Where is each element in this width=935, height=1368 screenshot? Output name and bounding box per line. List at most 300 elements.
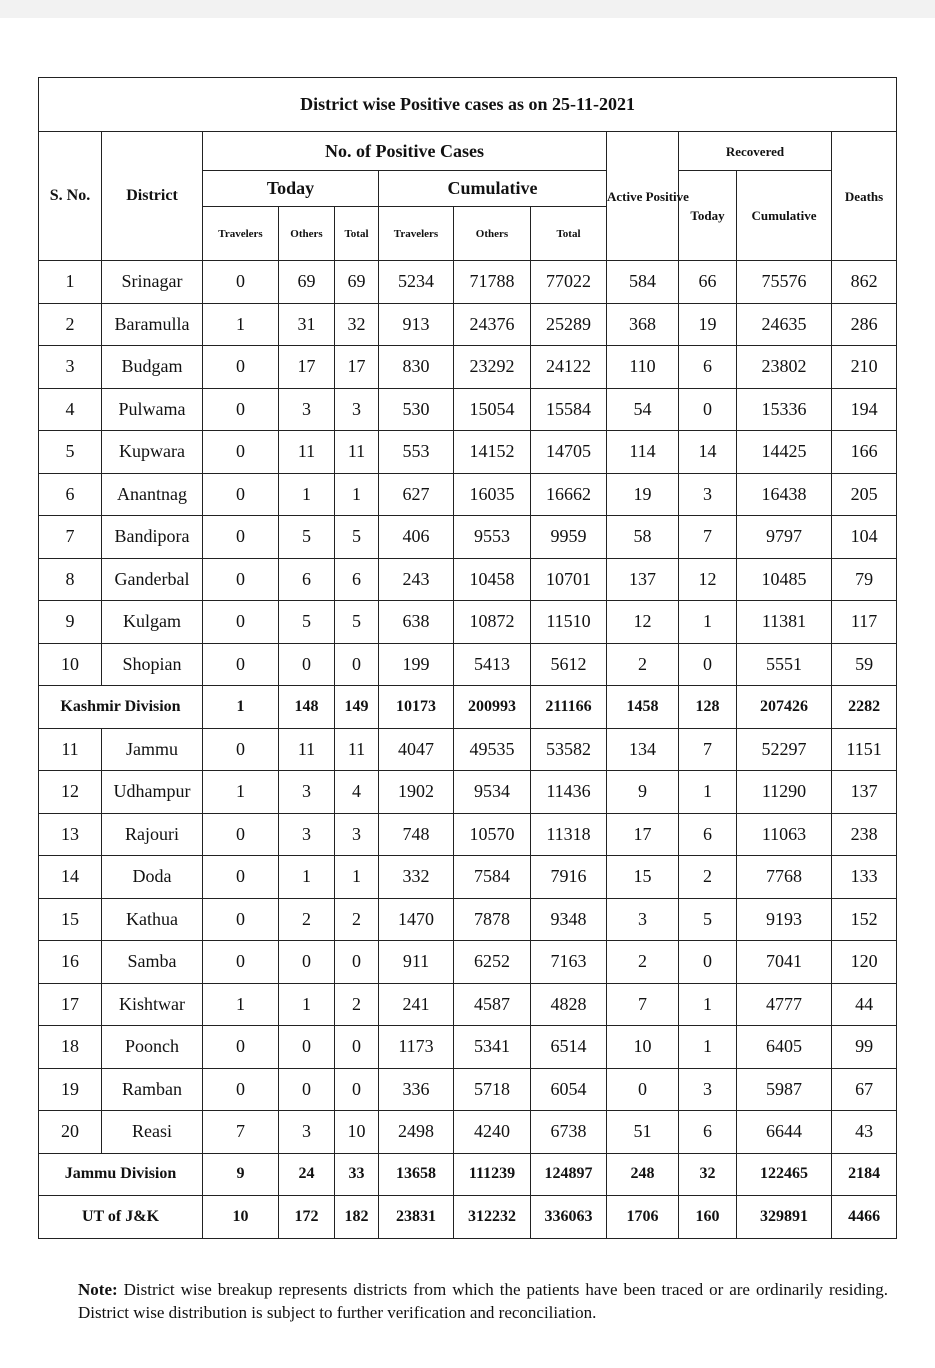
cell-cum-total: 9959 <box>531 516 607 559</box>
summary-row <box>39 1153 897 1196</box>
cell-today-others: 0 <box>279 1068 335 1111</box>
cell-deaths: 2184 <box>832 1153 897 1196</box>
cell-cum-total: 11436 <box>531 771 607 814</box>
cell-today-others: 0 <box>279 941 335 984</box>
cell-today-travelers: 0 <box>203 856 279 899</box>
cell-today-others: 17 <box>279 346 335 389</box>
cell-recovered-cumulative: 4777 <box>737 983 832 1026</box>
cell-today-total: 17 <box>335 346 379 389</box>
cell-cum-others: 71788 <box>454 261 531 304</box>
cell-today-others: 6 <box>279 558 335 601</box>
cell-recovered-today: 6 <box>679 346 737 389</box>
cell-today-others: 3 <box>279 813 335 856</box>
cell-district: Pulwama <box>102 388 203 431</box>
cell-recovered-today: 1 <box>679 983 737 1026</box>
header-today-total: Total <box>335 207 379 261</box>
cell-active: 19 <box>607 473 679 516</box>
cell-active: 368 <box>607 303 679 346</box>
cell-cum-travelers: 199 <box>379 643 454 686</box>
cell-cum-total: 77022 <box>531 261 607 304</box>
cell-cum-others: 16035 <box>454 473 531 516</box>
cell-today-travelers: 0 <box>203 261 279 304</box>
cell-today-others: 11 <box>279 431 335 474</box>
cell-recovered-today: 3 <box>679 473 737 516</box>
table-row <box>39 601 897 644</box>
cell-today-others: 2 <box>279 898 335 941</box>
cell-today-total: 10 <box>335 1111 379 1154</box>
cell-today-travelers: 0 <box>203 898 279 941</box>
cell-recovered-cumulative: 6405 <box>737 1026 832 1069</box>
cell-sno: 5 <box>39 431 102 474</box>
cell-active: 10 <box>607 1026 679 1069</box>
cell-recovered-cumulative: 10485 <box>737 558 832 601</box>
cell-cum-others: 4240 <box>454 1111 531 1154</box>
header-cum-others: Others <box>454 207 531 261</box>
table-row <box>39 813 897 856</box>
table-row <box>39 473 897 516</box>
cell-cum-travelers: 1173 <box>379 1026 454 1069</box>
cell-district: Shopian <box>102 643 203 686</box>
cell-today-travelers: 1 <box>203 771 279 814</box>
cell-active: 248 <box>607 1153 679 1196</box>
summary-label: Jammu Division <box>39 1153 203 1196</box>
cell-cum-travelers: 336 <box>379 1068 454 1111</box>
cell-cum-travelers: 2498 <box>379 1111 454 1154</box>
cell-cum-total: 6054 <box>531 1068 607 1111</box>
cell-district: Kishtwar <box>102 983 203 1026</box>
cell-today-total: 69 <box>335 261 379 304</box>
cell-sno: 10 <box>39 643 102 686</box>
cell-cum-travelers: 1902 <box>379 771 454 814</box>
cell-today-total: 2 <box>335 983 379 1026</box>
cell-cum-total: 4828 <box>531 983 607 1026</box>
cell-sno: 6 <box>39 473 102 516</box>
cell-deaths: 44 <box>832 983 897 1026</box>
table-row <box>39 1026 897 1069</box>
cell-deaths: 43 <box>832 1111 897 1154</box>
cell-cum-total: 14705 <box>531 431 607 474</box>
cell-deaths: 104 <box>832 516 897 559</box>
cell-recovered-today: 0 <box>679 941 737 984</box>
cell-active: 584 <box>607 261 679 304</box>
cell-recovered-today: 0 <box>679 643 737 686</box>
cell-active: 2 <box>607 941 679 984</box>
cell-district: Budgam <box>102 346 203 389</box>
table-row <box>39 643 897 686</box>
cell-today-total: 5 <box>335 516 379 559</box>
cell-today-travelers: 7 <box>203 1111 279 1154</box>
cell-cum-travelers: 4047 <box>379 728 454 771</box>
cell-cum-others: 200993 <box>454 686 531 729</box>
cell-active: 1458 <box>607 686 679 729</box>
cell-recovered-cumulative: 329891 <box>737 1196 832 1239</box>
cell-district: Doda <box>102 856 203 899</box>
cell-deaths: 59 <box>832 643 897 686</box>
cell-cum-others: 7584 <box>454 856 531 899</box>
cell-active: 2 <box>607 643 679 686</box>
cell-district: Srinagar <box>102 261 203 304</box>
district-cases-table <box>38 77 897 1239</box>
cell-cum-total: 124897 <box>531 1153 607 1196</box>
cell-active: 12 <box>607 601 679 644</box>
cell-active: 58 <box>607 516 679 559</box>
cell-deaths: 1151 <box>832 728 897 771</box>
cell-cum-others: 7878 <box>454 898 531 941</box>
cell-recovered-cumulative: 15336 <box>737 388 832 431</box>
cell-today-travelers: 0 <box>203 473 279 516</box>
cell-cum-travelers: 10173 <box>379 686 454 729</box>
header-active-positive-label: Active Positive <box>607 188 689 204</box>
table-body <box>39 261 897 1239</box>
cell-today-travelers: 0 <box>203 346 279 389</box>
cell-today-others: 5 <box>279 516 335 559</box>
cell-today-total: 0 <box>335 643 379 686</box>
table-row <box>39 516 897 559</box>
cell-cum-others: 5718 <box>454 1068 531 1111</box>
cell-today-others: 31 <box>279 303 335 346</box>
cell-recovered-cumulative: 11290 <box>737 771 832 814</box>
cell-cum-total: 7916 <box>531 856 607 899</box>
cell-today-total: 33 <box>335 1153 379 1196</box>
cell-today-total: 1 <box>335 473 379 516</box>
cell-recovered-cumulative: 207426 <box>737 686 832 729</box>
cell-cum-total: 53582 <box>531 728 607 771</box>
table-row <box>39 728 897 771</box>
cell-recovered-cumulative: 122465 <box>737 1153 832 1196</box>
cell-deaths: 4466 <box>832 1196 897 1239</box>
cell-today-total: 2 <box>335 898 379 941</box>
cell-cum-total: 24122 <box>531 346 607 389</box>
cell-recovered-today: 66 <box>679 261 737 304</box>
cell-deaths: 286 <box>832 303 897 346</box>
table-title: District wise Positive cases as on 25-11-2021 <box>39 78 897 132</box>
cell-recovered-cumulative: 9193 <box>737 898 832 941</box>
cell-cum-travelers: 13658 <box>379 1153 454 1196</box>
cell-today-travelers: 0 <box>203 728 279 771</box>
cell-cum-others: 10872 <box>454 601 531 644</box>
cell-cum-travelers: 1470 <box>379 898 454 941</box>
table-header <box>39 78 897 261</box>
cell-today-others: 0 <box>279 1026 335 1069</box>
cell-sno: 3 <box>39 346 102 389</box>
cell-sno: 11 <box>39 728 102 771</box>
cell-cum-travelers: 638 <box>379 601 454 644</box>
cell-recovered-cumulative: 23802 <box>737 346 832 389</box>
cell-today-travelers: 0 <box>203 388 279 431</box>
cell-deaths: 133 <box>832 856 897 899</box>
cell-cum-total: 5612 <box>531 643 607 686</box>
cell-active: 110 <box>607 346 679 389</box>
cell-sno: 12 <box>39 771 102 814</box>
cell-active: 114 <box>607 431 679 474</box>
cell-deaths: 120 <box>832 941 897 984</box>
cell-deaths: 137 <box>832 771 897 814</box>
cell-district: Jammu <box>102 728 203 771</box>
cell-recovered-today: 32 <box>679 1153 737 1196</box>
cell-today-others: 1 <box>279 983 335 1026</box>
table-row <box>39 346 897 389</box>
cell-district: Rajouri <box>102 813 203 856</box>
cell-district: Poonch <box>102 1026 203 1069</box>
cell-cum-others: 49535 <box>454 728 531 771</box>
cell-cum-others: 9553 <box>454 516 531 559</box>
cell-recovered-cumulative: 11381 <box>737 601 832 644</box>
cell-today-travelers: 1 <box>203 303 279 346</box>
cell-district: Anantnag <box>102 473 203 516</box>
cell-cum-total: 11510 <box>531 601 607 644</box>
cell-today-travelers: 1 <box>203 983 279 1026</box>
cell-cum-total: 10701 <box>531 558 607 601</box>
cell-today-others: 5 <box>279 601 335 644</box>
table-row <box>39 303 897 346</box>
cell-recovered-cumulative: 7768 <box>737 856 832 899</box>
header-sno: S. No. <box>39 132 102 261</box>
cell-district: Ganderbal <box>102 558 203 601</box>
footnote-text: District wise breakup represents districts from which the patients have been traced or are ordinarily residing. District wise distribution is subject to further verification and reconciliation. <box>78 1280 888 1322</box>
cell-today-total: 0 <box>335 1068 379 1111</box>
cell-today-total: 3 <box>335 388 379 431</box>
cell-cum-others: 5413 <box>454 643 531 686</box>
cell-recovered-today: 128 <box>679 686 737 729</box>
cell-deaths: 67 <box>832 1068 897 1111</box>
cell-today-travelers: 0 <box>203 558 279 601</box>
cell-district: Kulgam <box>102 601 203 644</box>
cell-active: 51 <box>607 1111 679 1154</box>
cell-cum-others: 312232 <box>454 1196 531 1239</box>
cell-cum-travelers: 332 <box>379 856 454 899</box>
cell-cum-total: 25289 <box>531 303 607 346</box>
cell-today-travelers: 0 <box>203 643 279 686</box>
cell-deaths: 238 <box>832 813 897 856</box>
cell-active: 134 <box>607 728 679 771</box>
cell-cum-others: 9534 <box>454 771 531 814</box>
cell-cum-travelers: 406 <box>379 516 454 559</box>
cell-deaths: 205 <box>832 473 897 516</box>
cell-cum-travelers: 243 <box>379 558 454 601</box>
cell-cum-others: 6252 <box>454 941 531 984</box>
summary-label: Kashmir Division <box>39 686 203 729</box>
cell-cum-total: 15584 <box>531 388 607 431</box>
cell-sno: 13 <box>39 813 102 856</box>
cell-today-others: 3 <box>279 771 335 814</box>
cell-sno: 9 <box>39 601 102 644</box>
cell-recovered-today: 3 <box>679 1068 737 1111</box>
table-row <box>39 941 897 984</box>
header-recovered-today: Today <box>679 171 737 261</box>
cell-cum-total: 211166 <box>531 686 607 729</box>
cell-district: Kathua <box>102 898 203 941</box>
cell-recovered-cumulative: 14425 <box>737 431 832 474</box>
cell-sno: 14 <box>39 856 102 899</box>
cell-recovered-today: 7 <box>679 728 737 771</box>
cell-today-travelers: 0 <box>203 941 279 984</box>
cell-today-travelers: 0 <box>203 516 279 559</box>
cell-today-travelers: 9 <box>203 1153 279 1196</box>
summary-row <box>39 1196 897 1239</box>
cell-recovered-cumulative: 6644 <box>737 1111 832 1154</box>
cell-cum-travelers: 911 <box>379 941 454 984</box>
cell-sno: 4 <box>39 388 102 431</box>
cell-active: 137 <box>607 558 679 601</box>
cell-today-others: 1 <box>279 856 335 899</box>
cell-today-total: 0 <box>335 941 379 984</box>
cell-recovered-today: 0 <box>679 388 737 431</box>
cell-recovered-cumulative: 75576 <box>737 261 832 304</box>
cell-sno: 17 <box>39 983 102 1026</box>
cell-today-total: 11 <box>335 431 379 474</box>
table-row <box>39 856 897 899</box>
cell-recovered-cumulative: 52297 <box>737 728 832 771</box>
header-district: District <box>102 132 203 261</box>
cell-today-others: 172 <box>279 1196 335 1239</box>
cell-recovered-today: 160 <box>679 1196 737 1239</box>
cell-cum-others: 14152 <box>454 431 531 474</box>
cell-today-others: 3 <box>279 1111 335 1154</box>
header-recovered: Recovered <box>679 132 832 171</box>
cell-today-others: 3 <box>279 388 335 431</box>
cell-sno: 2 <box>39 303 102 346</box>
cell-today-others: 24 <box>279 1153 335 1196</box>
table-row <box>39 388 897 431</box>
table-row <box>39 1068 897 1111</box>
table-row <box>39 431 897 474</box>
header-recovered-cumulative: Cumulative <box>737 171 832 261</box>
cell-recovered-today: 12 <box>679 558 737 601</box>
cell-today-total: 4 <box>335 771 379 814</box>
cell-sno: 19 <box>39 1068 102 1111</box>
cell-active: 9 <box>607 771 679 814</box>
cell-today-total: 32 <box>335 303 379 346</box>
header-active-positive <box>607 132 689 261</box>
cell-deaths: 194 <box>832 388 897 431</box>
cell-active: 17 <box>607 813 679 856</box>
cell-sno: 20 <box>39 1111 102 1154</box>
header-positive-cases: No. of Positive Cases <box>203 132 607 171</box>
cell-district: Bandipora <box>102 516 203 559</box>
header-cum-travelers: Travelers <box>379 207 454 261</box>
cell-recovered-cumulative: 9797 <box>737 516 832 559</box>
table-row <box>39 983 897 1026</box>
cell-sno: 7 <box>39 516 102 559</box>
cell-cum-total: 16662 <box>531 473 607 516</box>
cell-district: Baramulla <box>102 303 203 346</box>
table-row <box>39 1111 897 1154</box>
table-row <box>39 558 897 601</box>
header-today: Today <box>203 171 379 207</box>
cell-deaths: 99 <box>832 1026 897 1069</box>
cell-cum-others: 5341 <box>454 1026 531 1069</box>
cell-cum-total: 7163 <box>531 941 607 984</box>
cell-today-total: 182 <box>335 1196 379 1239</box>
cell-cum-total: 9348 <box>531 898 607 941</box>
cell-cum-total: 6738 <box>531 1111 607 1154</box>
cell-today-total: 3 <box>335 813 379 856</box>
cell-recovered-today: 5 <box>679 898 737 941</box>
cell-sno: 16 <box>39 941 102 984</box>
cell-today-total: 6 <box>335 558 379 601</box>
table-row <box>39 771 897 814</box>
cell-cum-total: 11318 <box>531 813 607 856</box>
cell-recovered-today: 6 <box>679 1111 737 1154</box>
cell-cum-travelers: 553 <box>379 431 454 474</box>
cell-sno: 1 <box>39 261 102 304</box>
cell-district: Ramban <box>102 1068 203 1111</box>
top-bar <box>0 0 935 18</box>
cell-cum-others: 15054 <box>454 388 531 431</box>
cell-sno: 18 <box>39 1026 102 1069</box>
cell-cum-others: 10570 <box>454 813 531 856</box>
cell-recovered-cumulative: 16438 <box>737 473 832 516</box>
header-today-others: Others <box>279 207 335 261</box>
cell-cum-others: 23292 <box>454 346 531 389</box>
summary-label: UT of J&K <box>39 1196 203 1239</box>
summary-row <box>39 686 897 729</box>
cell-recovered-today: 14 <box>679 431 737 474</box>
cell-cum-travelers: 627 <box>379 473 454 516</box>
cell-today-total: 1 <box>335 856 379 899</box>
cell-sno: 8 <box>39 558 102 601</box>
cell-district: Samba <box>102 941 203 984</box>
cell-cum-travelers: 23831 <box>379 1196 454 1239</box>
cell-recovered-cumulative: 5551 <box>737 643 832 686</box>
cell-today-others: 69 <box>279 261 335 304</box>
cell-recovered-today: 7 <box>679 516 737 559</box>
cell-cum-total: 6514 <box>531 1026 607 1069</box>
cell-today-others: 11 <box>279 728 335 771</box>
cell-deaths: 152 <box>832 898 897 941</box>
cell-sno: 15 <box>39 898 102 941</box>
cell-deaths: 210 <box>832 346 897 389</box>
cell-active: 7 <box>607 983 679 1026</box>
cell-deaths: 2282 <box>832 686 897 729</box>
cell-cum-total: 336063 <box>531 1196 607 1239</box>
cell-today-travelers: 1 <box>203 686 279 729</box>
cell-recovered-today: 19 <box>679 303 737 346</box>
cell-today-total: 5 <box>335 601 379 644</box>
cell-cum-travelers: 830 <box>379 346 454 389</box>
cell-today-travelers: 0 <box>203 813 279 856</box>
cell-recovered-today: 1 <box>679 601 737 644</box>
cell-recovered-cumulative: 7041 <box>737 941 832 984</box>
header-today-travelers: Travelers <box>203 207 279 261</box>
cell-cum-travelers: 5234 <box>379 261 454 304</box>
cell-district: Reasi <box>102 1111 203 1154</box>
cell-today-others: 148 <box>279 686 335 729</box>
cell-cum-others: 4587 <box>454 983 531 1026</box>
cell-cum-travelers: 241 <box>379 983 454 1026</box>
footnote-label: Note: <box>78 1280 118 1299</box>
cell-recovered-today: 6 <box>679 813 737 856</box>
cell-active: 0 <box>607 1068 679 1111</box>
cell-recovered-cumulative: 24635 <box>737 303 832 346</box>
cell-district: Kupwara <box>102 431 203 474</box>
cell-active: 1706 <box>607 1196 679 1239</box>
cell-cum-travelers: 530 <box>379 388 454 431</box>
cell-today-others: 1 <box>279 473 335 516</box>
cell-today-travelers: 0 <box>203 1026 279 1069</box>
cell-today-total: 0 <box>335 1026 379 1069</box>
cell-today-travelers: 0 <box>203 601 279 644</box>
cell-recovered-cumulative: 11063 <box>737 813 832 856</box>
header-cumulative: Cumulative <box>379 171 607 207</box>
cell-deaths: 117 <box>832 601 897 644</box>
cell-deaths: 862 <box>832 261 897 304</box>
cell-recovered-today: 1 <box>679 771 737 814</box>
cell-recovered-today: 2 <box>679 856 737 899</box>
cell-active: 15 <box>607 856 679 899</box>
cell-today-travelers: 0 <box>203 1068 279 1111</box>
cell-today-total: 11 <box>335 728 379 771</box>
